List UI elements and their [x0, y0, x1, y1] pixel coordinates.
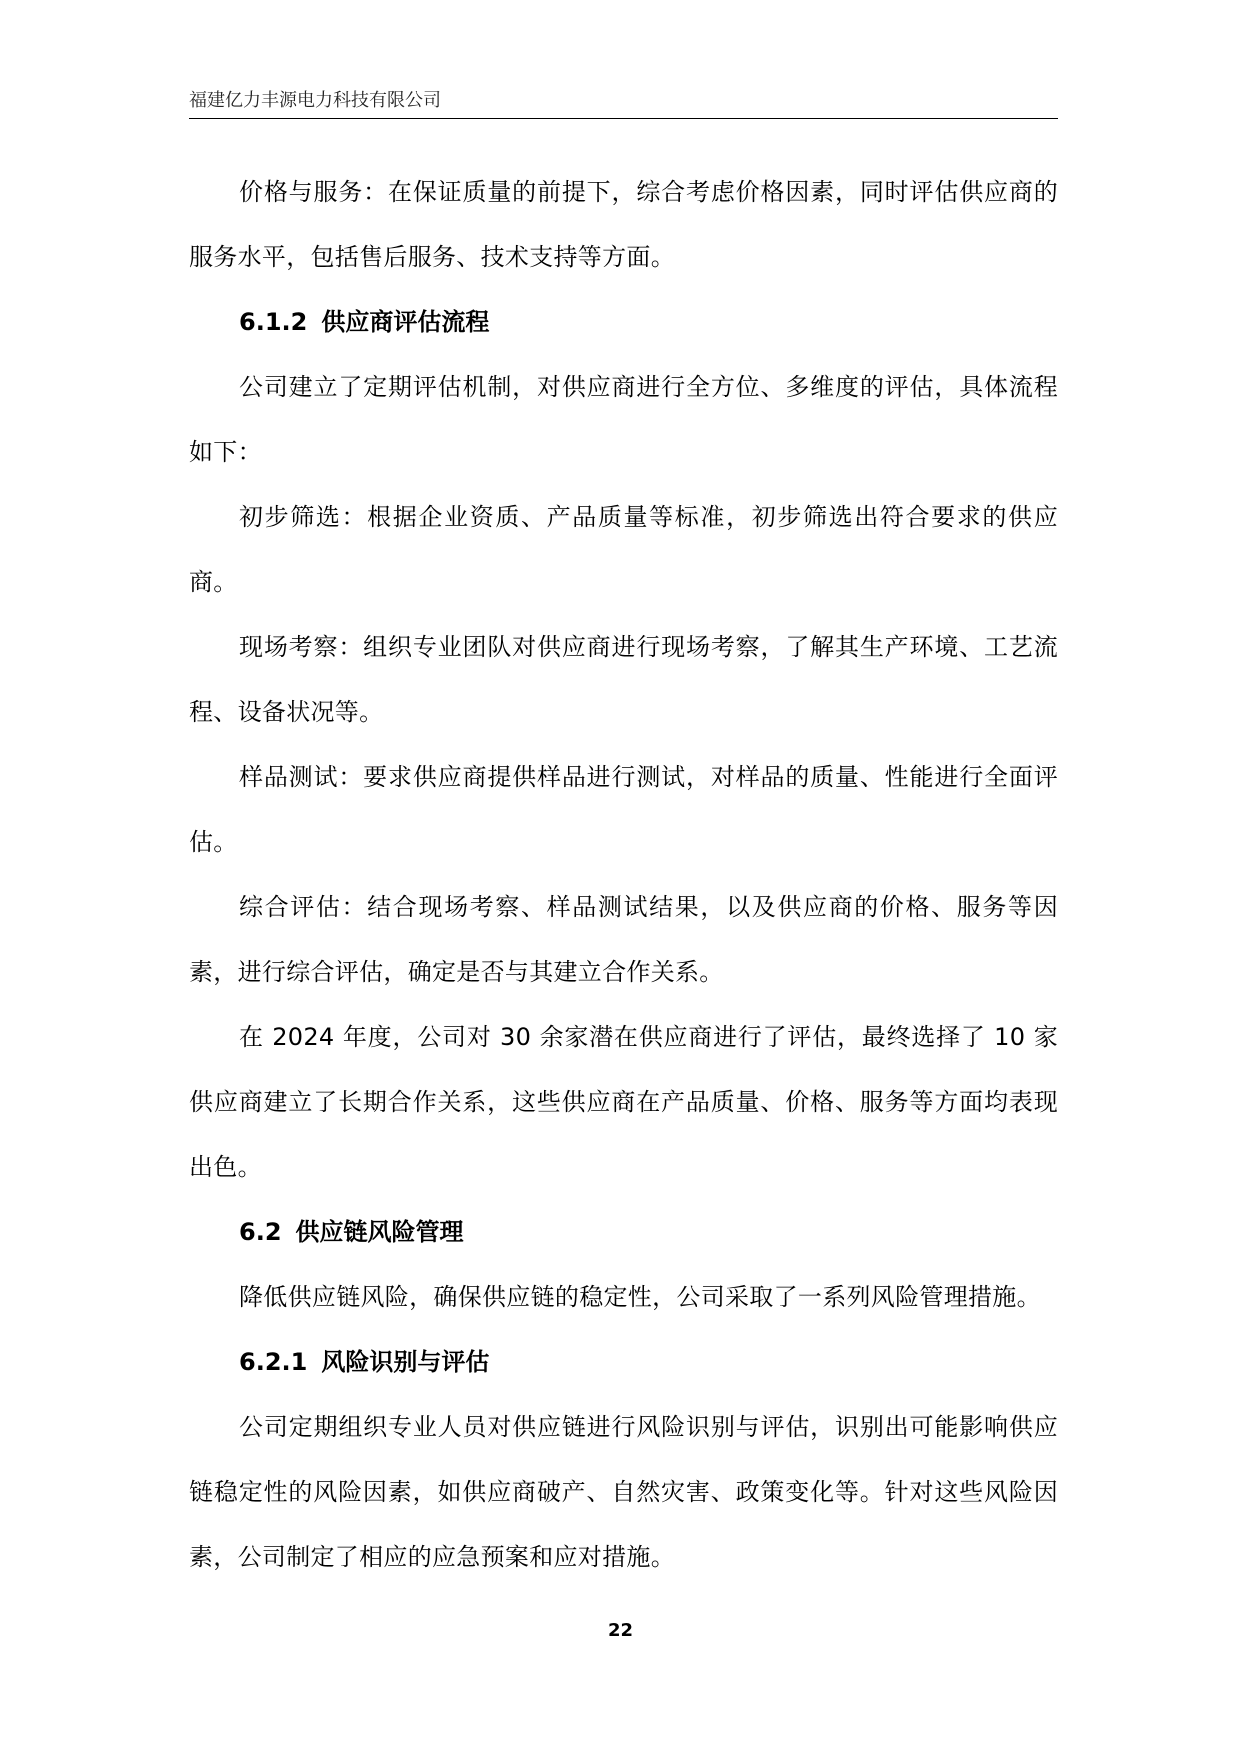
paragraph-risk-identification: 公司定期组织专业人员对供应链进行风险识别与评估，识别出可能影响供应链稳定性的风险因素，如供应商破产、自然灾害、政策变化等。针对这些风险因素，公司制定了相应的应急预案和应对措施。 — [189, 1413, 1058, 1571]
section-number: 6.1.2 — [239, 308, 308, 336]
paragraph-sample-testing: 样品测试：要求供应商提供样品进行测试，对样品的质量、性能进行全面评估。 — [189, 763, 1058, 856]
paragraph-initial-screening: 初步筛选：根据企业资质、产品质量等标准，初步筛选出符合要求的供应商。 — [189, 503, 1058, 596]
section-title: 供应商评估流程 — [321, 308, 490, 336]
section-title: 风险识别与评估 — [321, 1348, 490, 1376]
section-number: 6.2 — [239, 1218, 282, 1246]
page-header — [189, 88, 1058, 119]
paragraph-evaluation-mechanism: 公司建立了定期评估机制，对供应商进行全方位、多维度的评估，具体流程如下： — [189, 373, 1058, 466]
section-number: 6.2.1 — [239, 1348, 308, 1376]
document-body — [189, 160, 1058, 1590]
paragraph-comprehensive-evaluation: 综合评估：结合现场考察、样品测试结果，以及供应商的价格、服务等因素，进行综合评估，确定是否与其建立合作关系。 — [189, 893, 1058, 986]
section-heading-6-1-2 — [189, 290, 1058, 355]
paragraph-risk-intro: 降低供应链风险，确保供应链的稳定性，公司采取了一系列风险管理措施。 — [239, 1283, 1041, 1311]
header-company-name: 福建亿力丰源电力科技有限公司 — [189, 90, 441, 111]
paragraph-2024-results: 在 2024 年度，公司对 30 余家潜在供应商进行了评估，最终选择了 10 家供应商建立了长期合作关系，这些供应商在产品质量、价格、服务等方面均表现出色。 — [189, 1023, 1058, 1181]
paragraph-site-inspection: 现场考察：组织专业团队对供应商进行现场考察，了解其生产环境、工艺流程、设备状况等。 — [189, 633, 1058, 726]
section-title: 供应链风险管理 — [295, 1218, 464, 1246]
page-number: 22 — [607, 1620, 634, 1641]
paragraph-price-service: 价格与服务：在保证质量的前提下，综合考虑价格因素，同时评估供应商的服务水平，包括售后服务、技术支持等方面。 — [189, 178, 1058, 271]
section-heading-6-2-1 — [189, 1330, 1058, 1395]
section-heading-6-2 — [189, 1200, 1058, 1265]
